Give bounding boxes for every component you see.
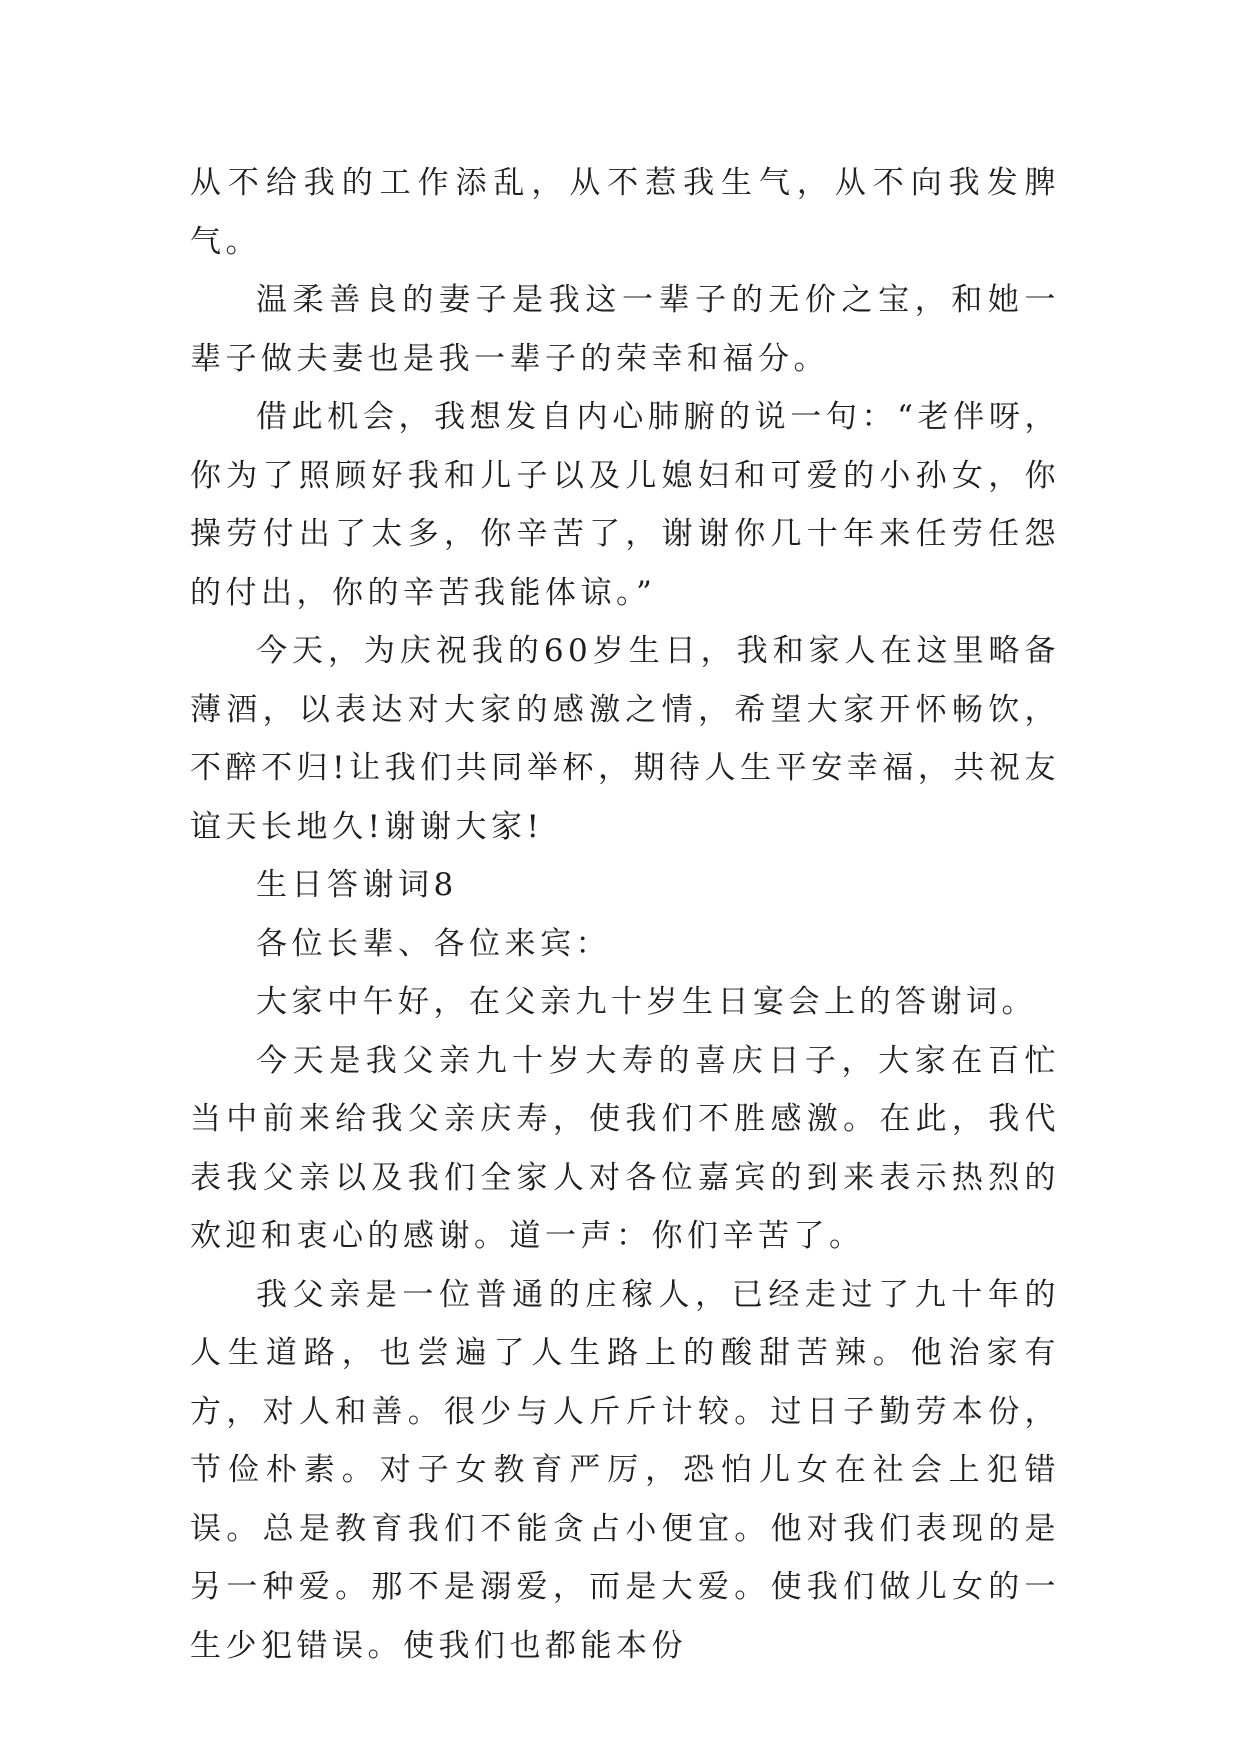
paragraph-3: 借此机会，我想发自内心肺腑的说一句：“老伴呀，你为了照顾好我和儿子以及儿媳妇和可爱的小孙女，你操劳付出了太多，你辛苦了，谢谢你几十年来任劳任怨的付出，你的辛苦我能体谅。” <box>190 399 1060 611</box>
paragraph-1: 从不给我的工作添乱，从不惹我生气，从不向我发脾气。 <box>190 165 1060 260</box>
paragraph-6: 今天是我父亲九十岁大寿的喜庆日子，大家在百忙当中前来给我父亲庆寿，使我们不胜感激。在此，我代表我父亲以及我们全家人对各位嘉宾的到来表示热烈的欢迎和衷心的感谢。道一声：你们辛苦了。 <box>190 1042 1060 1254</box>
document-body <box>190 154 1060 1675</box>
paragraph-4: 今天，为庆祝我的60岁生日，我和家人在这里略备薄酒，以表达对大家的感激之情，希望大家开怀畅饮，不醉不归!让我们共同举杯，期待人生平安幸福，共祝友谊天长地久!谢谢大家! <box>190 633 1060 845</box>
paragraph-5: 大家中午好，在父亲九十岁生日宴会上的答谢词。 <box>256 984 1037 1020</box>
greeting-line: 各位长辈、各位来宾： <box>256 925 611 962</box>
paragraph-2: 温柔善良的妻子是我这一辈子的无价之宝，和她一辈子做夫妻也是我一辈子的荣幸和福分。 <box>190 282 1060 377</box>
paragraph-7: 我父亲是一位普通的庄稼人，已经走过了九十年的人生道路，也尝遍了人生路上的酸甜苦辣。他治家有方，对人和善。很少与人斤斤计较。过日子勤劳本份，节俭朴素。对子女教育严厉，恐怕儿女在社会上犯错误。总是教育我们不能贪占小便宜。他对我们表现的是另一种爱。那不是溺爱，而是大爱。使我们做儿女的一生少犯错误。使我们也都能本份 <box>190 1276 1060 1664</box>
section-title: 生日答谢词8 <box>256 867 458 903</box>
